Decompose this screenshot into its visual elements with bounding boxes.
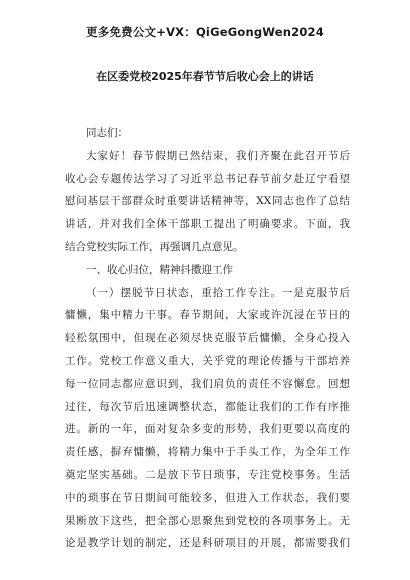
text-line: 奠定坚实基础。二是放下节日琐事，专注党校事务。生活 [65,468,350,481]
paragraph-section-1-1 [65,282,350,556]
text-line: 论是教学计划的制定，还是科研项目的开展，都需要我们 [65,537,350,550]
document-title: 在区委党校2025年春节节后收心会上的讲话 [96,70,314,83]
text-line: 慵懒，集中精力干事。春节期间，大家或许沉浸在节日的 [65,309,350,322]
document-body [65,122,350,555]
text-line: 责任感，摒弃慵懒，将精力集中于手头工作，为全年工作 [65,446,350,459]
section-heading-text: 一、收心归位，精神抖擞迎工作 [86,263,233,276]
paragraph-opening [65,145,350,259]
section-heading-1 [65,259,350,282]
text-line: 大家好！春节假期已然结束，我们齐聚在此召开节后 [86,149,350,162]
text-line: （一）摆脱节日状态，重拾工作专注。一是克服节后 [86,286,350,299]
text-line: 进。新的一年，面对复杂多变的形势，我们更要以高度的 [65,423,350,436]
page-header-watermark: 更多免费公文+VX：QiGeGongWen2024 [86,25,324,39]
text-line: 工作。党校工作意义重大，关乎党的理论传播与干部培养 [65,354,350,367]
text-line: 每一位同志都应意识到，我们肩负的责任不容懈怠。回想 [65,377,350,390]
text-line: 慰问基层干部群众时重要讲话精神等，XX同志也作了总结 [65,195,350,208]
text-line: 过往，每次节后迅速调整状态，都能让我们的工作有序推 [65,400,350,413]
greeting-line: 同志们： [86,127,128,139]
text-line: 结合党校实际工作，再强调几点意见。 [65,240,244,253]
text-line: 讲话，并对我们全体干部职工提出了明确要求。下面，我 [65,218,350,231]
text-line: 收心会专题传达学习了习近平总书记春节前夕赴辽宁看望 [65,172,350,185]
text-line: 轻松氛围中，但现在必须尽快克服节后慵懒，全身心投入 [65,332,350,345]
text-line: 果断放下这些，把全部心思聚焦到党校的各项事务上。无 [65,514,350,527]
text-line: 中的琐事在节日期间可能较多，但进入工作状态，我们要 [65,491,350,504]
